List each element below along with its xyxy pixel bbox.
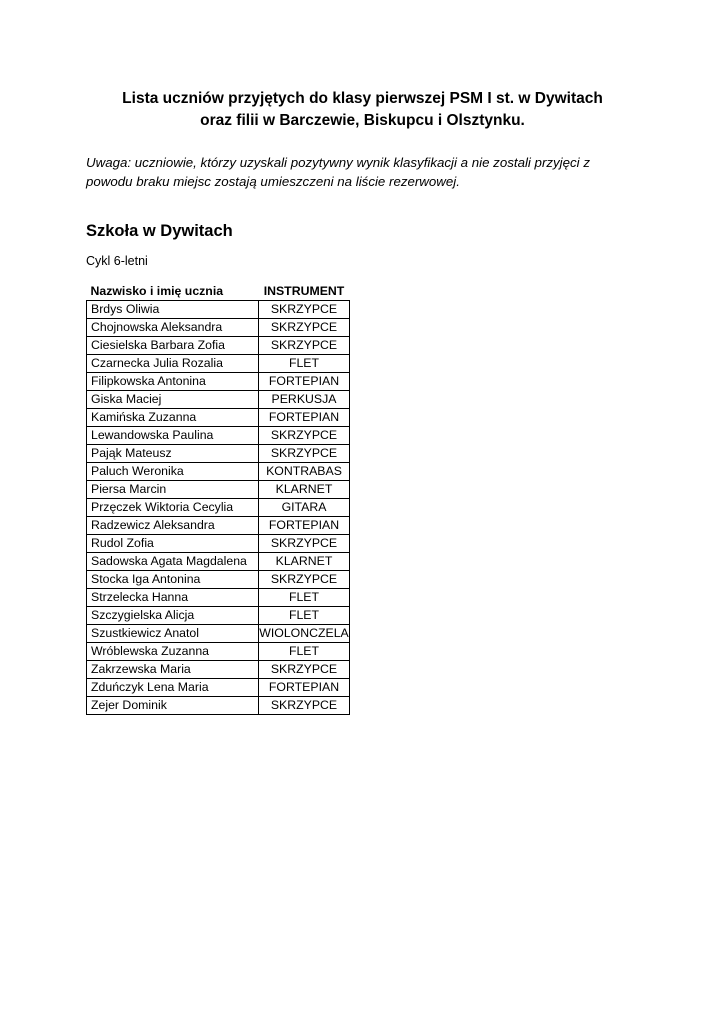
student-name-cell: Pająk Mateusz bbox=[87, 445, 259, 463]
student-name-cell: Zejer Dominik bbox=[87, 697, 259, 715]
student-name-cell: Sadowska Agata Magdalena bbox=[87, 553, 259, 571]
table-row bbox=[87, 355, 350, 373]
instrument-cell: SKRZYPCE bbox=[259, 337, 350, 355]
instrument-cell: KLARNET bbox=[259, 481, 350, 499]
instrument-cell: FLET bbox=[259, 589, 350, 607]
table-row bbox=[87, 499, 350, 517]
student-name-cell: Szustkiewicz Anatol bbox=[87, 625, 259, 643]
instrument-cell: SKRZYPCE bbox=[259, 427, 350, 445]
instrument-cell: SKRZYPCE bbox=[259, 535, 350, 553]
table-row bbox=[87, 301, 350, 319]
cycle-label: Cykl 6-letni bbox=[86, 254, 148, 268]
table-row bbox=[87, 661, 350, 679]
student-name-cell: Szczygielska Alicja bbox=[87, 607, 259, 625]
instrument-cell: SKRZYPCE bbox=[259, 697, 350, 715]
instrument-cell: PERKUSJA bbox=[259, 391, 350, 409]
table-row bbox=[87, 679, 350, 697]
student-name-cell: Rudol Zofia bbox=[87, 535, 259, 553]
instrument-cell: FLET bbox=[259, 355, 350, 373]
table-row bbox=[87, 553, 350, 571]
student-name-cell: Lewandowska Paulina bbox=[87, 427, 259, 445]
student-name-cell: Stocka Iga Antonina bbox=[87, 571, 259, 589]
table-row bbox=[87, 445, 350, 463]
table-row bbox=[87, 535, 350, 553]
header-instrument: INSTRUMENT bbox=[263, 283, 345, 298]
table-row bbox=[87, 481, 350, 499]
table-row bbox=[87, 373, 350, 391]
student-name-cell: Zduńczyk Lena Maria bbox=[87, 679, 259, 697]
student-name-cell: Paluch Weronika bbox=[87, 463, 259, 481]
table-row bbox=[87, 427, 350, 445]
table-row bbox=[87, 643, 350, 661]
instrument-cell: SKRZYPCE bbox=[259, 571, 350, 589]
table-row bbox=[87, 607, 350, 625]
table-row bbox=[87, 463, 350, 481]
student-name-cell: Giska Maciej bbox=[87, 391, 259, 409]
reserve-list-note: Uwaga: uczniowie, którzy uzyskali pozytywny wynik klasyfikacji a nie zostali przyjęci z powodu braku miejsc zostają umieszczeni na liście rezerwowej. bbox=[86, 155, 590, 189]
table-row bbox=[87, 625, 350, 643]
instrument-cell: FLET bbox=[259, 607, 350, 625]
instrument-cell: SKRZYPCE bbox=[259, 445, 350, 463]
table-row bbox=[87, 517, 350, 535]
table-row bbox=[87, 319, 350, 337]
student-name-cell: Brdys Oliwia bbox=[87, 301, 259, 319]
student-name-cell: Zakrzewska Maria bbox=[87, 661, 259, 679]
instrument-cell: FORTEPIAN bbox=[259, 373, 350, 391]
header-student-name: Nazwisko i imię ucznia bbox=[90, 283, 224, 298]
instrument-cell: FORTEPIAN bbox=[259, 679, 350, 697]
instrument-cell: KLARNET bbox=[259, 553, 350, 571]
student-name-cell: Filipkowska Antonina bbox=[87, 373, 259, 391]
instrument-cell: GITARA bbox=[259, 499, 350, 517]
document-title bbox=[0, 88, 725, 132]
instrument-cell: WIOLONCZELA bbox=[259, 625, 350, 643]
table-row bbox=[87, 571, 350, 589]
title-line-2: oraz filii w Barczewie, Biskupcu i Olsztynku. bbox=[200, 112, 525, 129]
title-line-1: Lista uczniów przyjętych do klasy pierwszej PSM I st. w Dywitach bbox=[122, 90, 603, 107]
instrument-cell: FORTEPIAN bbox=[259, 517, 350, 535]
students-table-body bbox=[87, 301, 350, 715]
instrument-cell: FLET bbox=[259, 643, 350, 661]
table-row bbox=[87, 391, 350, 409]
student-name-cell: Chojnowska Aleksandra bbox=[87, 319, 259, 337]
table-row bbox=[87, 697, 350, 715]
student-name-cell: Strzelecka Hanna bbox=[87, 589, 259, 607]
table-row bbox=[87, 409, 350, 427]
students-table bbox=[86, 282, 350, 715]
table-row bbox=[87, 337, 350, 355]
table-header-row bbox=[87, 282, 350, 301]
student-name-cell: Czarnecka Julia Rozalia bbox=[87, 355, 259, 373]
section-title: Szkoła w Dywitach bbox=[86, 222, 233, 240]
instrument-cell: SKRZYPCE bbox=[259, 301, 350, 319]
instrument-cell: FORTEPIAN bbox=[259, 409, 350, 427]
student-name-cell: Przęczek Wiktoria Cecylia bbox=[87, 499, 259, 517]
student-name-cell: Ciesielska Barbara Zofia bbox=[87, 337, 259, 355]
table-row bbox=[87, 589, 350, 607]
student-name-cell: Piersa Marcin bbox=[87, 481, 259, 499]
instrument-cell: SKRZYPCE bbox=[259, 661, 350, 679]
student-name-cell: Kamińska Zuzanna bbox=[87, 409, 259, 427]
student-name-cell: Radzewicz Aleksandra bbox=[87, 517, 259, 535]
instrument-cell: KONTRABAS bbox=[259, 463, 350, 481]
instrument-cell: SKRZYPCE bbox=[259, 319, 350, 337]
student-name-cell: Wróblewska Zuzanna bbox=[87, 643, 259, 661]
